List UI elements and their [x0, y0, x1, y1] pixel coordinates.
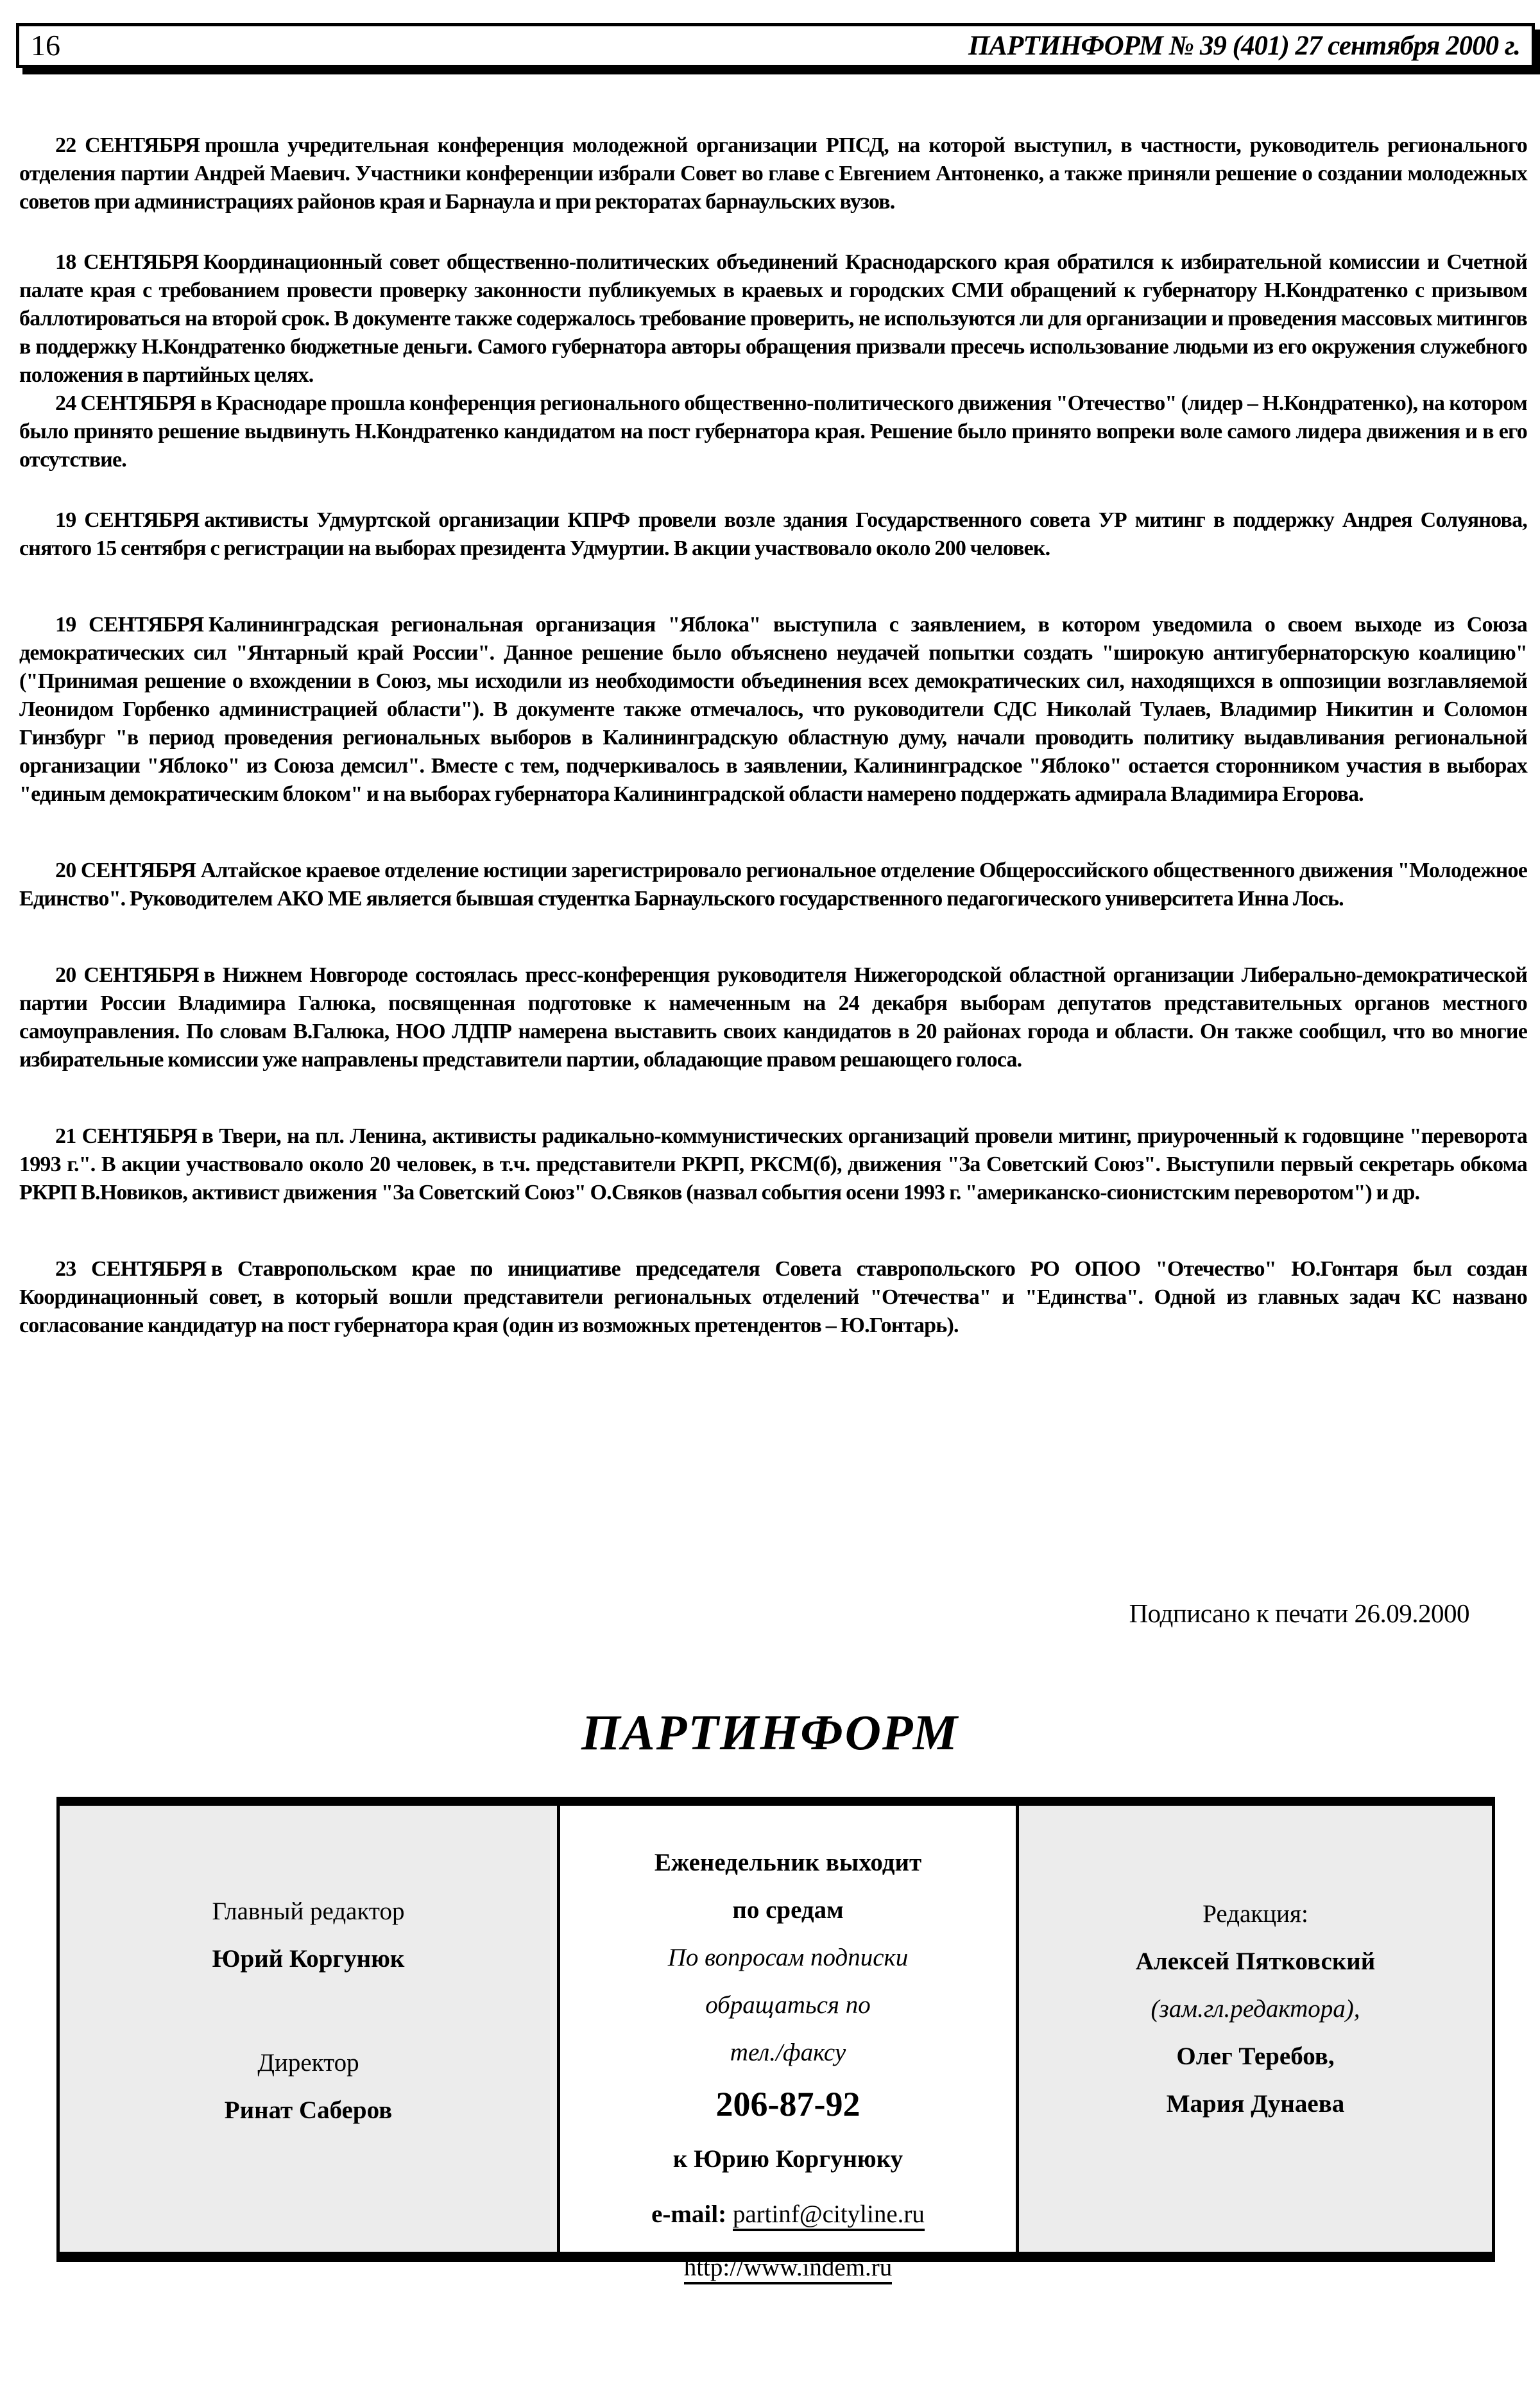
news-item: [19, 1255, 1527, 1340]
news-item-text: Алтайское краевое отделение юстиции зарегистрировало региональное отделение Общероссийского общественного движения "Молодежное Единство". Руководителем АКО МЕ является бывшая студентка Барнаульского государственного педагогического университета Инна Лось.: [19, 859, 1528, 911]
news-item-date: 22 СЕНТЯБРЯ: [55, 133, 200, 157]
schedule-line: по средам: [732, 1896, 844, 1924]
news-item-date: 24 СЕНТЯБРЯ: [55, 391, 196, 415]
news-item: [19, 132, 1527, 216]
website-link[interactable]: http://www.indem.ru: [684, 2254, 893, 2284]
staff-name: Алексей Пятковский: [1135, 1948, 1376, 1975]
news-item-date: 20 СЕНТЯБРЯ: [55, 859, 196, 882]
schedule-line: Еженедельник выходит: [654, 1849, 922, 1876]
staff-name: Олег Теребов,: [1176, 2043, 1335, 2070]
director-role: Директор: [257, 2049, 359, 2077]
news-item-text: в Твери, на пл. Ленина, активисты радикально-коммунистических организаций провели митинг, приуроченный к годовщине "переворота 1993 г.". В акции участвовало около 20 человек, в т.ч. представители РКРП, РКСМ(б), движения "За Советский Союз". Выступили первый секретарь обкома РКРП В.Новиков, активист движения "За Советский Союз" О.Свяков (назвал события осени 1993 г. "американско-сионистским переворотом") и др.: [19, 1124, 1527, 1204]
news-item-date: 23 СЕНТЯБРЯ: [55, 1257, 207, 1281]
news-item: [19, 390, 1527, 474]
news-item-text: Координационный совет общественно-политических объединений Краснодарского края обратился к избирательной комиссии и Счетной палате края с требованием провести проверку законности публикуемых в краевых и городских СМИ обращений к губернатору Н.Кондратенко с призывом баллотироваться на второй срок. В документе также содержалось требование проверить, не используются ли для организации и проведения массовых митингов в поддержку Н.Кондратенко бюджетные деньги. Самого губернатора авторы обращения призвали пресечь использование людьми из его окружения служебного положения в партийных целях.: [19, 250, 1528, 387]
subscribe-line: обращаться по: [705, 1991, 871, 2019]
news-item-date: 18 СЕНТЯБРЯ: [55, 250, 199, 274]
imprint-editor-column: [60, 1806, 560, 2252]
website-line: [560, 2242, 1016, 2293]
news-item-date: 21 СЕНТЯБРЯ: [55, 1124, 197, 1148]
imprint-box: [56, 1797, 1495, 2281]
staff-label: Редакция:: [1202, 1900, 1308, 1928]
phone-number: 206-87-92: [715, 2085, 860, 2123]
news-item-text: в Нижнем Новгороде состоялась пресс-конференция руководителя Нижегородской областной организации Либерально-демократической партии России Владимира Галюка, посвященная подготовке к намеченным на 24 декабря выборам депутатов представительных органов местного самоуправления. По словам В.Галюка, НОО ЛДПР намерена выставить своих кандидатов в 20 районах города и области. Он также сообщил, что во многие избирательные комиссии уже направлены представители партии, обладающие правом решающего голоса.: [19, 963, 1528, 1072]
email-link[interactable]: partinf@cityline.ru: [733, 2200, 925, 2231]
news-item: [19, 961, 1527, 1074]
staff-name: Мария Дунаева: [1166, 2090, 1345, 2118]
editor-name: Юрий Коргунюк: [212, 1945, 405, 1973]
news-item-text: в Ставропольском крае по инициативе председателя Совета ставропольского РО ОПОО "Отечество" Ю.Гонтаря был создан Координационный совет, в который вошли представители региональных отделений "Отечества" и "Единства". Одной из главных задач КС названо согласование кандидатур на пост губернатора края (один из возможных претендентов – Ю.Гонтарь).: [19, 1257, 1527, 1337]
director-name: Ринат Саберов: [224, 2096, 393, 2124]
news-item-text: в Краснодаре прошла конференция регионального общественно-политического движения "Отечество" (лидер – Н.Кондратенко), на котором было принято решение выдвинуть Н.Кондратенко кандидатом на пост губернатора края. Решение было принято вопреки воле самого лидера движения и в его отсутствие.: [19, 391, 1527, 472]
masthead-title: ПАРТИНФОРМ: [581, 1704, 959, 1760]
staff-role: (зам.гл.редактора),: [1151, 1995, 1360, 2023]
news-item-text: прошла учредительная конференция молодежной организации РПСД, на которой выступил, в частности, руководитель регионального отделения партии Андрей Маевич. Участники конференции избрали Совет во главе с Евгением Антоненко, а также приняли решение о создании молодежных советов при администрациях районов края и Барнаула и при ректоратах барнаульских вузов.: [19, 133, 1528, 214]
spacer: [60, 1983, 557, 2039]
subscribe-line: тел./факсу: [730, 2039, 846, 2066]
news-item: [19, 506, 1527, 563]
news-item: [19, 1122, 1527, 1207]
subscribe-line: По вопросам подписки: [667, 1944, 909, 1971]
news-section: [19, 132, 1527, 1340]
imprint-contact-column: [560, 1806, 1019, 2281]
news-item: [19, 611, 1527, 809]
news-item: [19, 857, 1527, 913]
news-item-text: Калининградская региональная организация "Яблока" выступила с заявлением, в котором уведомила о своем выходе из Союза демократических сил "Янтарный край России". Данное решение было объяснено неудачей попытки создать "широкую антигубернаторскую коалицию" ("Принимая решение о вхождении в Союз, мы исходили из необходимости объединения всех демократических сил, находящихся в оппозиции возглавляемой Леонидом Горбенко администрацией области"). В документе также отмечалось, что руководители СДС Николай Тулаев, Владимир Никитин и Соломон Гинзбург "в период проведения региональных выборов в Калининградскую областную думу, начали проводить политику выдавливания региональной организации "Яблоко" из Союза демсил". Вместе с тем, подчеркивалось в заявлении, Калининградское "Яблоко" остается сторонником участия в выборах "единым демократическим блоком" и на выборах губернатора Калининградской области намерено поддержать адмирала Владимира Егорова.: [19, 613, 1527, 806]
news-item-date: 19 СЕНТЯБРЯ: [55, 508, 200, 532]
contact-name: к Юрию Коргунюку: [672, 2145, 903, 2173]
news-item: [19, 248, 1527, 390]
news-item-text: активисты Удмуртской организации КПРФ провели возле здания Государственного совета УР митинг в поддержку Андрея Солуянова, снятого 15 сентября с регистрации на выборах президента Удмуртии. В акции участвовало около 200 человек.: [19, 508, 1527, 560]
imprint-staff-column: [1019, 1806, 1492, 2252]
news-item-date: 19 СЕНТЯБРЯ: [55, 613, 204, 637]
signoff-line: Подписано к печати 26.09.2000: [1129, 1598, 1469, 1628]
news-item-date: 20 СЕНТЯБРЯ: [55, 963, 199, 987]
header-bar: [16, 23, 1535, 68]
email-label: e-mail:: [651, 2200, 727, 2228]
editor-role: Главный редактор: [212, 1898, 405, 1925]
email-line: [560, 2187, 1016, 2242]
page-number: 16: [31, 29, 60, 62]
issue-header-title: ПАРТИНФОРМ № 39 (401) 27 сентября 2000 г.: [968, 30, 1520, 61]
